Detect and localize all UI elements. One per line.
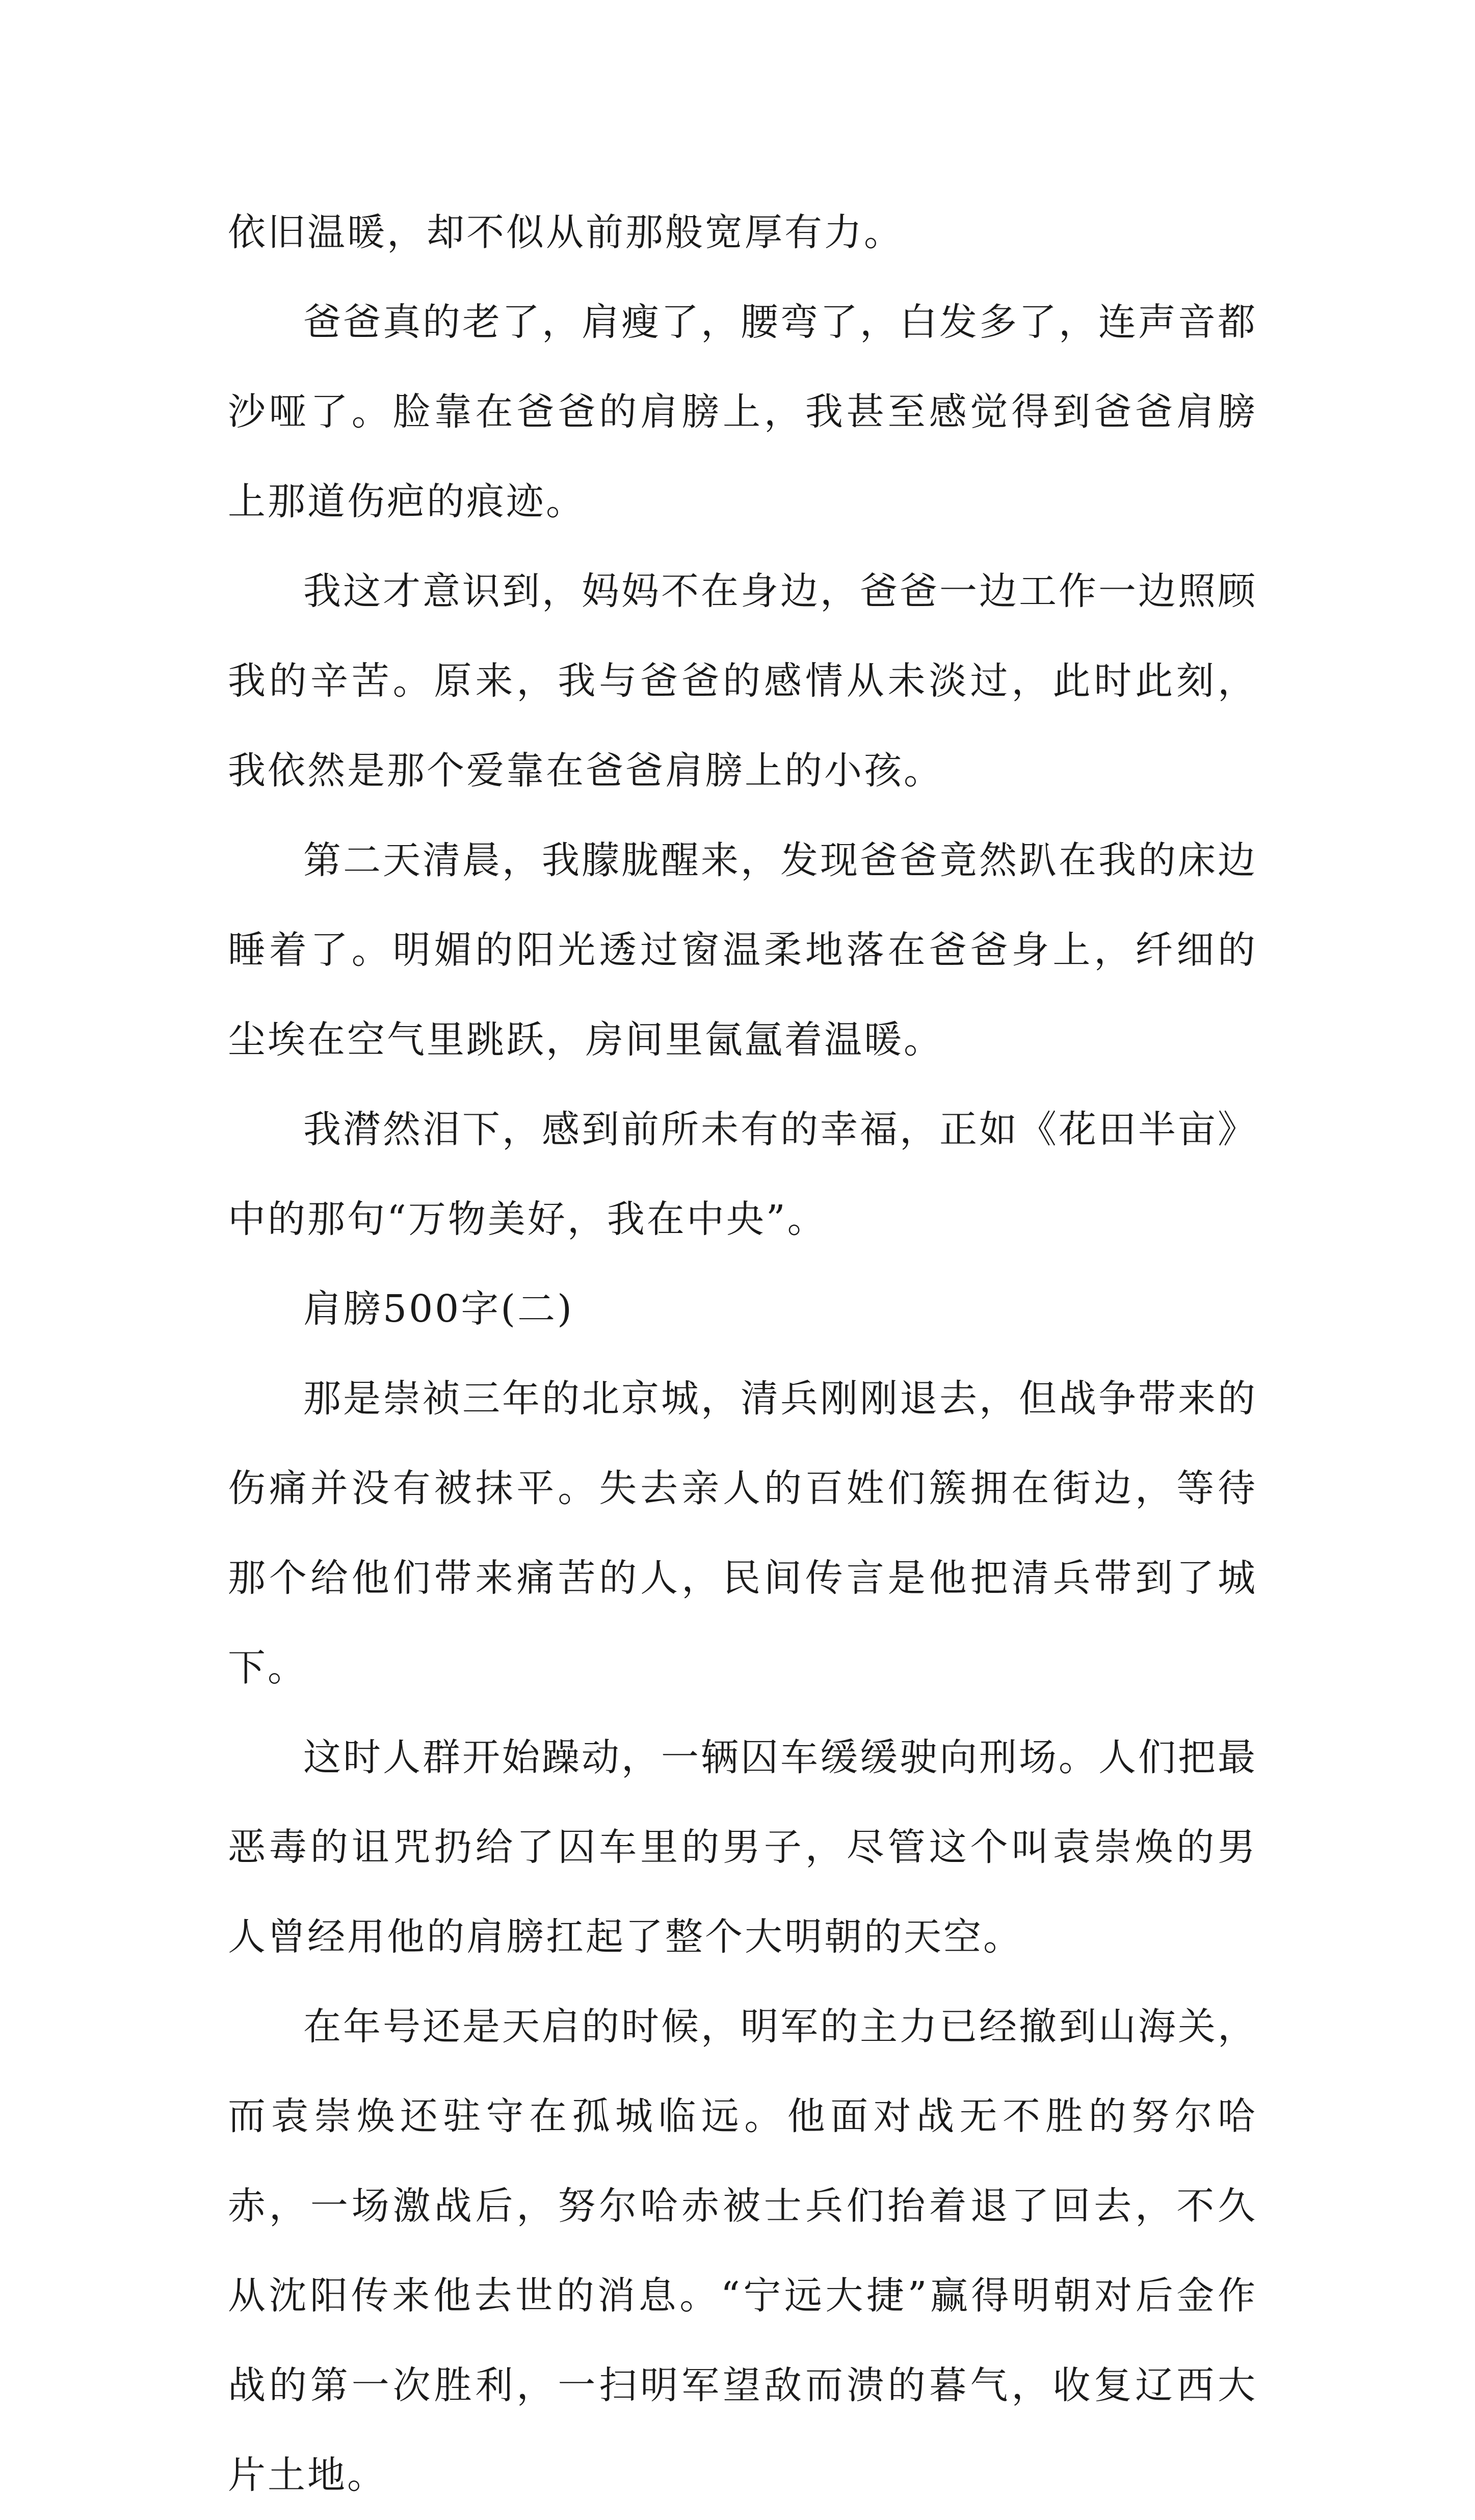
paragraph: 这时人群开始躁动，一辆囚车缓缓驶向刑场。人们把最恶毒的诅咒扔给了囚车里的男子，尽管这个叫袁崇焕的男人曾经用他的肩膀扛起了整个大明朝的天空。 [228,1736,1257,1959]
paragraph: 我潸然泪下，感到前所未有的幸福，正如《花田半亩》中的那句“万物美好，我在中央”。 [228,1108,1257,1241]
paragraph: 第二天清晨，我朦胧醒来，发现爸爸竟然趴在我的床边睡着了。明媚的阳光透过窗温柔地落在爸爸身上，纤细的尘埃在空气里跳跃，房间里氤氲着温暖。 [228,838,1257,1062]
paragraph: 爸爸真的老了，肩瘦了，腰弯了，白发多了，连声音都沙哑了。脸靠在爸爸的肩膀上，我甚至感觉得到爸爸肩膀上那道伤疤的痕迹。 [228,300,1257,523]
paragraph: 在年号还是天启的时候，明军的主力已经撤到山海关，而袁崇焕还驻守在孤城临远。他面对战无不胜的努尔哈赤，一场激战后，努尔哈赤被士兵们抬着退了回去，不久从沈阳传来他去世的消息。“宁远大捷”赢得明朝对后金作战的第一次胜利，一扫明军望敌而溃的暮气，收复辽西大片土地。 [228,2005,1257,2497]
section-heading: 肩膀500字(二) [303,1287,574,1331]
paragraph: 依旧温暖，却不似从前那般宽厚有力。 [228,211,904,254]
paragraph: 我这才意识到，妈妈不在身边，爸爸一边工作一边照顾我的辛苦。原来，我与爸爸的感情从未淡过，此时此刻，我依然是那个爱靠在爸爸肩膀上的小孩。 [228,569,1257,793]
document-body [228,188,1257,2520]
paragraph: 那是崇祯三年的北京城，清兵刚刚退去，但战争带来的伤痛并没有被抹平。失去亲人的百姓们簇拥在街边，等待那个给他们带来痛苦的人，民间传言是他把清兵带到了城下。 [228,1377,1257,1690]
